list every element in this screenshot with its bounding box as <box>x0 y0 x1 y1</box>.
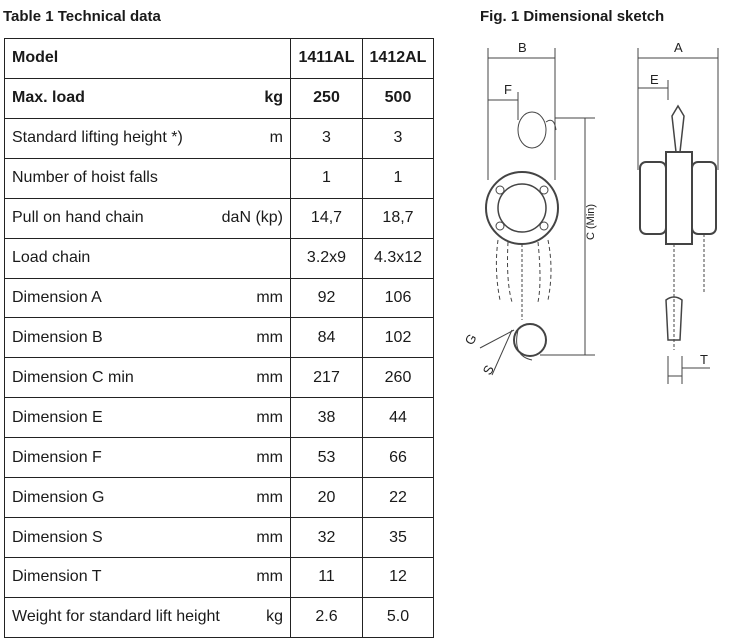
row-unit: mm <box>256 328 283 346</box>
row-label: Dimension B <box>12 328 103 346</box>
dimensional-sketch <box>460 30 730 390</box>
row-label: Load chain <box>12 249 91 267</box>
row-label: Dimension E <box>12 408 103 426</box>
row-unit: mm <box>256 528 283 546</box>
row-label-cell <box>5 398 291 438</box>
row-label: Weight for standard lift height <box>12 608 220 626</box>
value-1411al: 84 <box>291 318 363 358</box>
row-label: Pull on hand chain <box>12 209 144 227</box>
row-label-cell <box>5 557 291 597</box>
row-label-cell <box>5 78 291 118</box>
table-row <box>5 278 434 318</box>
table-row <box>5 118 434 158</box>
hand-chain <box>496 240 551 302</box>
value-1412al: 4.3x12 <box>363 238 434 278</box>
row-label: Dimension F <box>12 448 102 466</box>
value-1412al: 5.0 <box>363 597 434 637</box>
value-1411al: 250 <box>291 78 363 118</box>
table-title: Table 1 Technical data <box>3 8 161 25</box>
value-1411al: 217 <box>291 358 363 398</box>
value-1412al: 106 <box>363 278 434 318</box>
value-1411al: 1 <box>291 158 363 198</box>
dim-g-line <box>480 330 514 348</box>
column-header-1: 1411AL <box>291 39 363 79</box>
row-label: Number of hoist falls <box>12 169 158 187</box>
row-label: Dimension T <box>12 568 102 586</box>
figure-title: Fig. 1 Dimensional sketch <box>480 8 665 25</box>
value-1412al: 1 <box>363 158 434 198</box>
value-1412al: 3 <box>363 118 434 158</box>
value-1412al: 12 <box>363 557 434 597</box>
row-unit: kg <box>264 89 283 107</box>
value-1411al: 3 <box>291 118 363 158</box>
table-header-row <box>5 39 434 79</box>
label-t: T <box>700 352 708 367</box>
label-e: E <box>650 72 659 87</box>
column-header-2: 1412AL <box>363 39 434 79</box>
row-unit: kg <box>266 608 283 626</box>
row-label-cell <box>5 438 291 478</box>
row-label-cell <box>5 118 291 158</box>
table-row <box>5 158 434 198</box>
technical-data-table <box>4 38 434 638</box>
row-label-cell <box>5 158 291 198</box>
value-1412al: 66 <box>363 438 434 478</box>
row-label: Dimension A <box>12 288 102 306</box>
table-row <box>5 438 434 478</box>
value-1411al: 53 <box>291 438 363 478</box>
row-label-cell <box>5 318 291 358</box>
value-1411al: 38 <box>291 398 363 438</box>
value-1412al: 18,7 <box>363 198 434 238</box>
row-label-cell <box>5 518 291 558</box>
row-unit: mm <box>256 488 283 506</box>
label-b: B <box>518 40 527 55</box>
value-1411al: 92 <box>291 278 363 318</box>
row-unit: mm <box>256 408 283 426</box>
table-row <box>5 198 434 238</box>
row-label: Dimension C min <box>12 368 134 386</box>
hoist-body-side-right <box>692 162 716 234</box>
row-unit: mm <box>256 288 283 306</box>
label-a: A <box>674 40 683 55</box>
value-1411al: 3.2x9 <box>291 238 363 278</box>
table-row <box>5 518 434 558</box>
label-f: F <box>504 82 512 97</box>
header-label: Model <box>5 39 291 79</box>
row-label-cell <box>5 198 291 238</box>
value-1412al: 35 <box>363 518 434 558</box>
value-1411al: 11 <box>291 557 363 597</box>
row-unit: m <box>269 129 283 147</box>
row-unit: mm <box>256 368 283 386</box>
table-row <box>5 358 434 398</box>
row-label-cell <box>5 597 291 637</box>
value-1411al: 2.6 <box>291 597 363 637</box>
label-c: C (Min) <box>585 203 597 240</box>
row-unit: mm <box>256 568 283 586</box>
top-hook <box>518 112 546 148</box>
label-s: S <box>479 362 497 378</box>
row-label: Dimension S <box>12 528 103 546</box>
table-row <box>5 78 434 118</box>
value-1411al: 14,7 <box>291 198 363 238</box>
table-row <box>5 398 434 438</box>
value-1411al: 32 <box>291 518 363 558</box>
row-label-cell <box>5 478 291 518</box>
table-row <box>5 557 434 597</box>
table-row <box>5 318 434 358</box>
table-row <box>5 238 434 278</box>
label-g: G <box>461 331 480 348</box>
value-1412al: 22 <box>363 478 434 518</box>
hoist-body-front <box>486 172 558 244</box>
value-1412al: 500 <box>363 78 434 118</box>
row-label: Standard lifting height *) <box>12 129 183 147</box>
value-1412al: 44 <box>363 398 434 438</box>
row-label-cell <box>5 358 291 398</box>
row-label-cell <box>5 238 291 278</box>
hoist-body-side-left <box>640 162 666 234</box>
value-1412al: 260 <box>363 358 434 398</box>
table-row <box>5 597 434 637</box>
row-label: Max. load <box>12 89 85 107</box>
value-1412al: 102 <box>363 318 434 358</box>
row-label-cell <box>5 278 291 318</box>
row-unit: mm <box>256 448 283 466</box>
row-unit: daN (kp) <box>221 209 283 227</box>
row-label: Dimension G <box>12 488 105 506</box>
table-row <box>5 478 434 518</box>
value-1411al: 20 <box>291 478 363 518</box>
